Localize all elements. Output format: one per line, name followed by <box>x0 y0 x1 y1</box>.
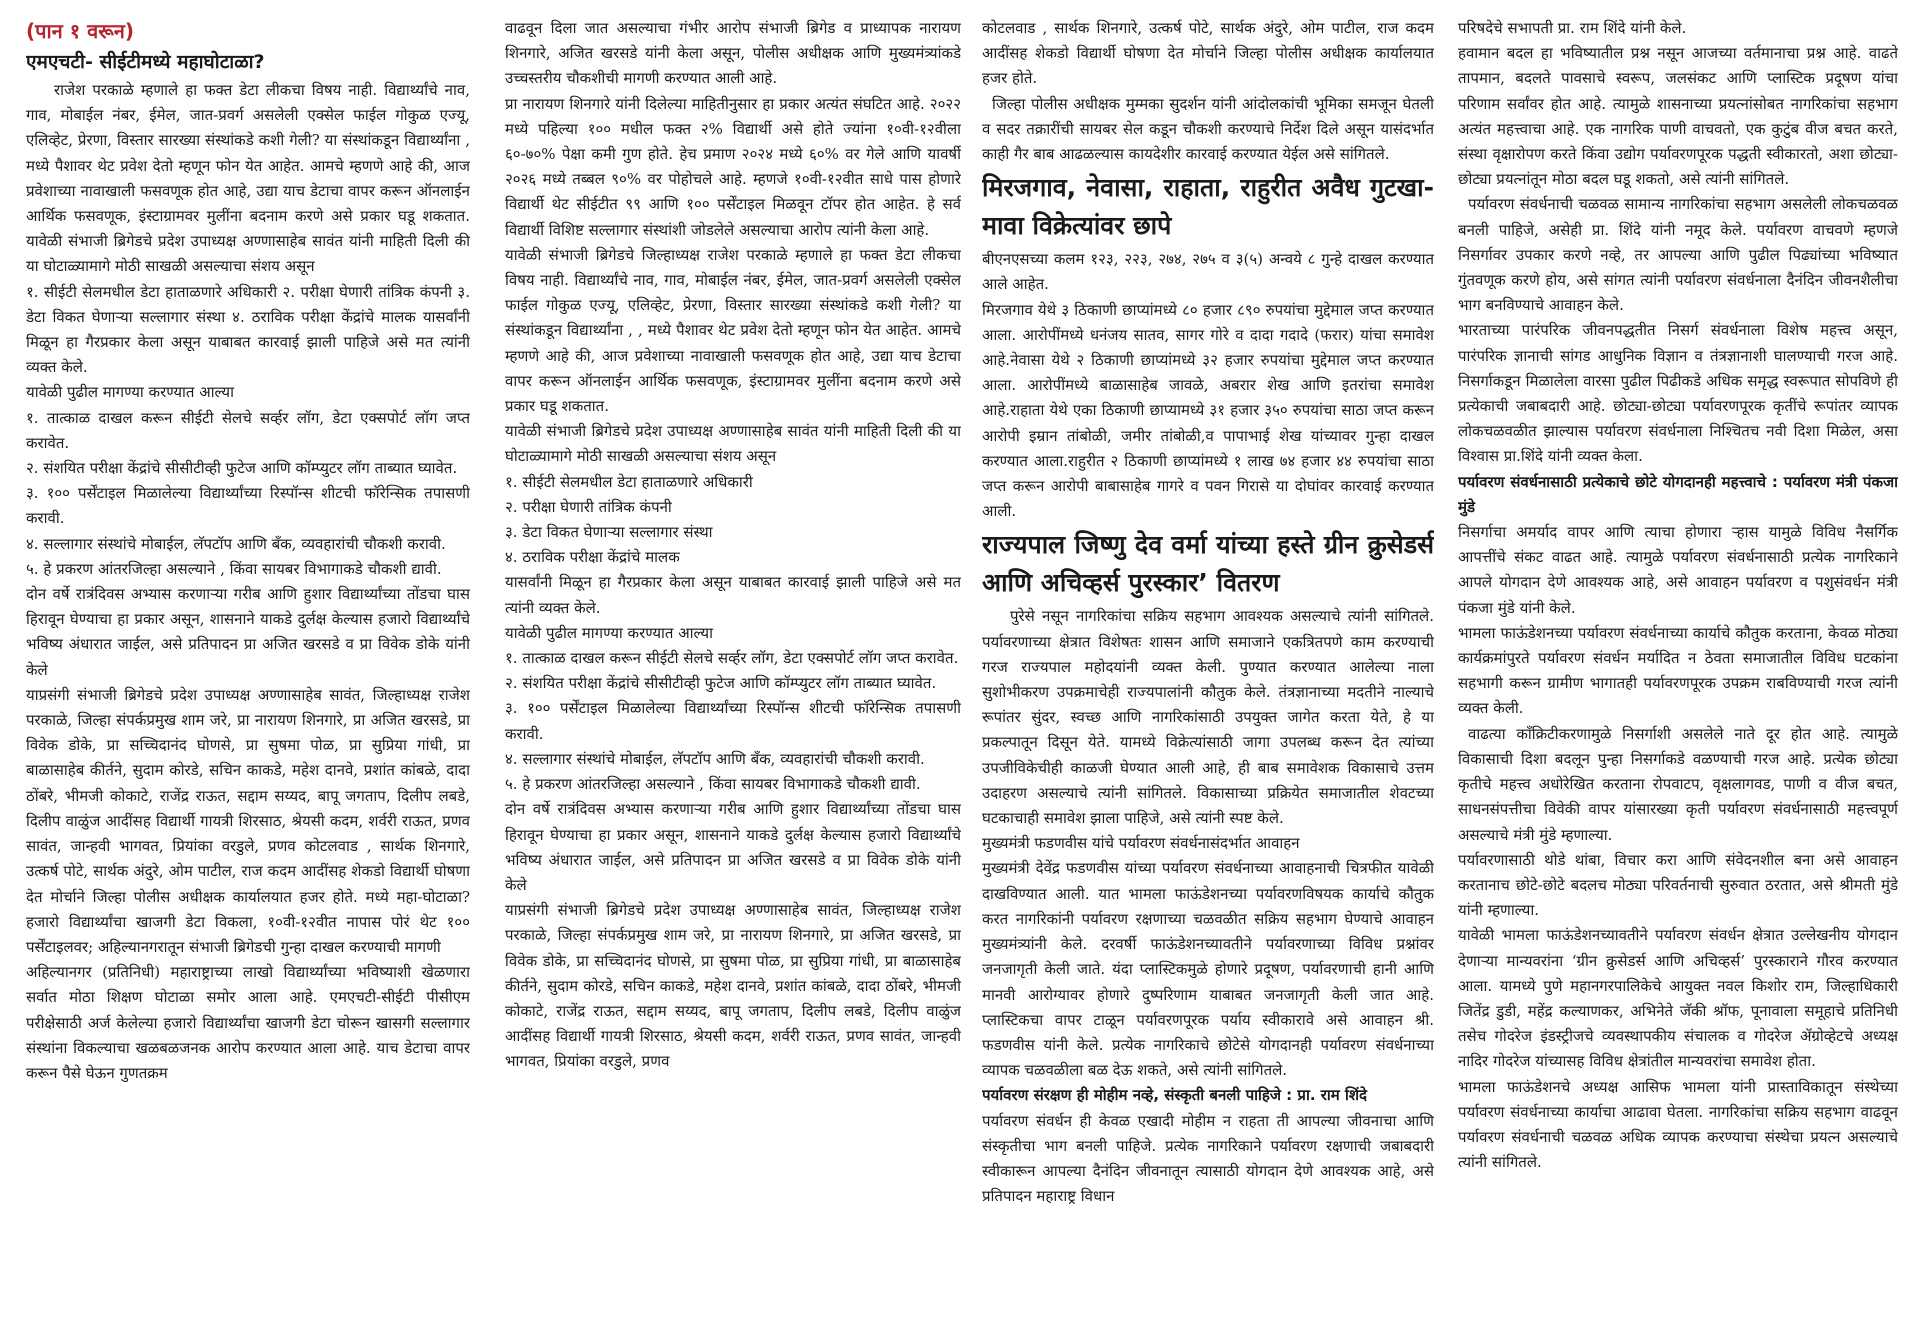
paragraph: ३. १०० पर्सेंटाइल मिळालेल्या विद्यार्थ्यांच्या रिस्पॉन्स शीटची फॉरेन्सिक तपासणी करावी. <box>505 699 961 743</box>
paragraph: पर्यावरणासाठी थोडे थांबा, विचार करा आणि संवेदनशील बना असे आवाहन करतानाच छोटे-छोटे बदलच मोठ्या परिवर्तनाची सुरुवात ठरतात, असे श्रीमती मुंडे यांनी म्हणाल्या. <box>1458 850 1898 920</box>
paragraph: १. तात्काळ दाखल करून सीईटी सेलचे सर्व्हर लॉग, डेटा एक्सपोर्ट लॉग जप्त करावेत. <box>505 649 959 668</box>
paragraph: यावेळी संभाजी ब्रिगेडचे जिल्हाध्यक्ष राजेश परकाळे म्हणाले हा फक्त डेटा लीकचा विषय नाही. विद्यार्थ्यांचे नाव, गाव, मोबाईल नंबर, ईमेल, जात-प्रवर्ग असलेली एक्सेल फाईल गोकुळ एज्यू, एलिव्हेट, प्रेरणा, विस्तार सारख्या संस्थांकडे कशी गेली? या संस्थांकडून विद्यार्थ्यांना , , मध्ये पैशावर थेट प्रवेश देतो म्हणून फोन येत आहेत. आमचे म्हणणे आहे की, आज प्रवेशाच्या नावाखाली फसवणूक होत आहे, उद्या याच डेटाचा वापर करून ऑनलाईन आर्थिक फसवणूक, इंस्टाग्रामवर मुलींना बदनाम करणे असे प्रकार घडू शकतात. <box>505 245 961 416</box>
paragraph: ५. हे प्रकरण आंतरजिल्हा असल्याने , किंवा सायबर विभागाकडे चौकशी द्यावी. <box>26 559 442 578</box>
paragraph: याप्रसंगी संभाजी ब्रिगेडचे प्रदेश उपाध्यक्ष अण्णासाहेब सावंत, जिल्हाध्यक्ष राजेश परकाळे, जिल्हा संपर्कप्रमुख शाम जरे, प्रा नारायण शिनगारे, प्रा अजित खरसडे, प्रा विवेक डोके, प्रा सच्चिदानंद घोणसे, प्रा सुषमा पोळ, प्रा सुप्रिया गांधी, प्रा बाळासाहेब कीर्तने, सुदाम कोरडे, सचिन काकडे, महेश दानवे, प्रशांत कांबळे, दादा ठोंबरे, भीमजी कोकाटे, राजेंद्र राऊत, सद्दाम सय्यद, बापू जगताप, दिलीप लबडे, दिलीप वाळुंज आदींसह विद्यार्थी गायत्री शिरसाठ, श्रेयसी कदम, शर्वरी राऊत, प्रणव सावंत, जान्हवी भागवत, प्रियांका वरडुले, प्रणव <box>505 901 961 1071</box>
paragraph: १. सीईटी सेलमधील डेटा हाताळणारे अधिकारी <box>505 472 753 491</box>
paragraph: २. परीक्षा घेणारी तांत्रिक कंपनी <box>505 497 672 516</box>
paragraph: पर्यावरण संवर्धन ही केवळ एखादी मोहीम न राहता ती आपल्या जीवनाचा आणि संस्कृतीचा भाग बनली पाहिजे. प्रत्येक नागरिकाने पर्यावरण रक्षणाची जबाबदारी स्वीकारून आपल्या दैनंदिन जीवनातून त्यासाठी योगदान देणे आवश्यक आहे, असे प्रतिपादन महाराष्ट्र विधान <box>982 1111 1434 1206</box>
paragraph: भामला फाऊंडेशनचे अध्यक्ष आसिफ भामला यांनी प्रास्ताविकातून संस्थेच्या पर्यावरण संवर्धनाच्या कार्याचा आढावा घेतला. नागरिकांचा सक्रिय सहभाग वाढवून पर्यावरण संवर्धनाची चळवळ अधिक व्यापक करण्याचा संस्थेचा प्रयत्न असल्याचे त्यांनी सांगितले. <box>1458 1077 1898 1172</box>
paragraph: निसर्गाचा अमर्याद वापर आणि त्याचा होणारा ऱ्हास यामुळे विविध नैसर्गिक आपत्तींचे संकट वाढत आहे. त्यामुळे पर्यावरण संवर्धनासाठी प्रत्येक नागरिकाने आपले योगदान देणे आवश्यक आहे, असे आवाहन पर्यावरण व पशुसंवर्धन मंत्री पंकजा मुंडे यांनी केले. <box>1458 523 1898 617</box>
paragraph: पुरेसे नसून नागरिकांचा सक्रिय सहभाग आवश्यक असल्याचे त्यांनी सांगितले. पर्यावरणाच्या क्षेत्रात विशेषतः शासन आणि समाजाने एकत्रितपणे काम करण्याची गरज राज्यपाल महोदयांनी व्यक्त केली. पुण्यात करण्यात आलेल्या नाला सुशोभीकरण उपक्रमाचेही राज्यपालांनी कौतुक केले. तंत्रज्ञानाच्या मदतीने नाल्याचे रूपांतर सुंदर, स्वच्छ आणि नागरिकांसाठी उपयुक्त जागेत करता येते, हे या प्रकल्पातून दिसून येते. यामध्ये विक्रेत्यांसाठी जागा उपलब्ध करून देत त्यांच्या उपजीविकेचीही काळजी घेण्यात आली आहे, ही बाब समावेशक विकासाचे उत्तम उदाहरण असल्याचे त्यांनी सांगितले. विकासाच्या प्रक्रियेत समाजातील शेवटच्या घटकाचाही समावेश झाला पाहिजे, असे त्यांनी स्पष्ट केले. <box>982 607 1434 828</box>
paragraph: ३. १०० पर्सेंटाइल मिळालेल्या विद्यार्थ्यांच्या रिस्पॉन्स शीटची फॉरेन्सिक तपासणी करावी. <box>26 484 470 528</box>
paragraph: यावेळी पुढील मागण्या करण्यात आल्या <box>26 383 234 402</box>
paragraph: २. संशयित परीक्षा केंद्रांचे सीसीटीव्ही फुटेज आणि कॉम्प्युटर लॉग ताब्यात घ्यावेत. <box>26 459 458 478</box>
paragraph: यासर्वांनी मिळून हा गैरप्रकार केला असून याबाबत कारवाई झाली पाहिजे असे मत त्यांनी व्यक्त केले. <box>505 573 961 617</box>
column-3 <box>982 16 1434 1337</box>
paragraph: हवामान बदल हा भविष्यातील प्रश्न नसून आजच्या वर्तमानाचा प्रश्न आहे. वाढते तापमान, बदलते पावसाचे स्वरूप, जलसंकट आणि प्लास्टिक प्रदूषण यांचा परिणाम सर्वांवर होत आहे. त्यामुळे शासनाच्या प्रयत्नांसोबत नागरिकांचा सहभाग अत्यंत महत्त्वाचा आहे. एक नागरिक पाणी वाचवतो, एक कुटुंब वीज बचत करते, संस्था वृक्षारोपण करते किंवा उद्योग पर्यावरणपूरक पद्धती स्वीकारतो, अशा छोट्या-छोट्या प्रयत्नांतून मोठा बदल घडू शकतो, असे त्यांनी सांगितले. <box>1458 44 1898 189</box>
column-2 <box>505 16 961 1337</box>
column-4 <box>1458 16 1898 1337</box>
headline-green-crusaders-award: राज्यपाल जिष्णु देव वर्मा यांच्या हस्ते ग्रीन क्रुसेडर्स आणि अचिव्हर्स पुरस्कार’ वितरण <box>982 530 1434 598</box>
paragraph: भारताच्या पारंपरिक जीवनपद्धतीत निसर्ग संवर्धनाला विशेष महत्त्व असून, पारंपरिक ज्ञानाची सांगड आधुनिक विज्ञान व तंत्रज्ञानाशी घालण्याची गरज आहे. निसर्गाकडून मिळालेला वारसा पुढील पिढीकडे अधिक समृद्ध स्वरूपात सोपविणे ही प्रत्येकाची जबाबदारी आहे. छोट्या-छोट्या पर्यावरणपूरक कृतींचे रूपांतर व्यापक लोकचळवळीत झाल्यास पर्यावरण संवर्धनाला निश्चितच नवी दिशा मिळेल, असा विश्वास प्रा.शिंदे यांनी व्यक्त केला. <box>1458 321 1898 466</box>
paragraph: मिरजगाव येथे ३ ठिकाणी छाप्यांमध्ये ८० हजार ८९० रुपयांचा मुद्देमाल जप्त करण्यात आला. आरोपींमध्ये धनंजय सातव, सागर गोरे व दादा गदादे (फरार) यांचा समावेश आहे.नेवासा येथे २ ठिकाणी छाप्यांमध्ये ३२ हजार रुपयांचा मुद्देमाल जप्त करण्यात आला. आरोपींमध्ये बाळासाहेब जावळे, अबरार शेख आणि इतरांचा समावेश आहे.राहाता येथे एका ठिकाणी छाप्यामध्ये ३१ हजार ३५० रुपयांचा साठा जप्त करून आरोपी इम्रान तांबोळी, जमीर तांबोळी,व पापाभाई शेख यांच्यावर गुन्हा दाखल करण्यात आला.राहुरीत २ ठिकाणी छाप्यांमध्ये १ लाख ७४ हजार ४४ रुपयांचा साठा जप्त करून आरोपी बाबासाहेब गागरे व पवन गिरासे या दोघांवर कारवाई करण्यात आली. <box>982 300 1434 521</box>
paragraph: दोन वर्षे रात्रंदिवस अभ्यास करणाऱ्या गरीब आणि हुशार विद्यार्थ्यांच्या तोंडचा घास हिरावून घेण्याचा हा प्रकार असून, शासनाने याकडे दुर्लक्ष केल्यास हजारो विद्यार्थ्यांचे भविष्य अंधारात जाईल, असे प्रतिपादन प्रा अजित खरसडे व प्रा विवेक डोके यांनी केले <box>26 585 470 679</box>
paragraph: वाढत्या काँक्रिटीकरणामुळे निसर्गाशी असलेले नाते दूर होत आहे. त्यामुळे विकासाची दिशा बदलून पुन्हा निसर्गाकडे वळण्याची गरज आहे. प्रत्येक छोट्या कृतीचे महत्त्व अधोरेखित करताना रोपवाटप, वृक्षलागवड, पाणी व वीज बचत, साधनसंपत्तीचा विवेकी वापर यांसारख्या कृती पर्यावरण संवर्धनासाठी महत्त्वपूर्ण असल्याचे मंत्री मुंडे म्हणाल्या. <box>1458 724 1898 844</box>
subheading-pankaja-munde: पर्यावरण संवर्धनासाठी प्रत्येकाचे छोटे योगदानही महत्त्वाचे : पर्यावरण मंत्री पंकजा मुंडे <box>1458 472 1898 516</box>
paragraph: अहिल्यानगर (प्रतिनिधी) महाराष्ट्राच्या लाखो विद्यार्थ्यांच्या भविष्याशी खेळणारा सर्वात मोठा शिक्षण घोटाळा समोर आला आहे. एमएचटी-सीईटी पीसीएम परीक्षेसाठी अर्ज केलेल्या हजारो विद्यार्थ्यांचा खाजगी डेटा चोरून खासगी सल्लागार संस्थांना विकल्याचा खळबळजनक आरोप करण्यात आला आहे. याच डेटाचा वापर करून पैसे घेऊन गुणतक्रम <box>26 963 470 1082</box>
paragraph: बीएनएसच्या कलम १२३, २२३, २७४, २७५ व ३(५) अन्वये ८ गुन्हे दाखल करण्यात आले आहेत. <box>982 250 1434 294</box>
paragraph: जिल्हा पोलीस अधीक्षक मुम्मका सुदर्शन यांनी आंदोलकांची भूमिका समजून घेतली व सदर तक्रारींची सायबर सेल कडून चौकशी करण्याचे निर्देश दिले असून यासंदर्भात काही गैर बाब आढळल्यास कायदेशीर कारवाई करण्यात येईल असे सांगितले. <box>982 94 1434 164</box>
subheading-ram-shinde: पर्यावरण संरक्षण ही मोहीम नव्हे, संस्कृती बनली पाहिजे : प्रा. राम शिंदे <box>982 1086 1368 1105</box>
paragraph: परिषदेचे सभापती प्रा. राम शिंदे यांनी केले. <box>1458 19 1687 37</box>
paragraph: १. सीईटी सेलमधील डेटा हाताळणारे अधिकारी २. परीक्षा घेणारी तांत्रिक कंपनी ३. डेटा विकत घेणाऱ्या सल्लागार संस्था ४. ठराविक परीक्षा केंद्रांचे मालक यासर्वांनी मिळून हा गैरप्रकार केला असून याबाबत कारवाई झाली पाहिजे असे मत त्यांनी व्यक्त केले. <box>26 282 470 377</box>
paragraph: ५. हे प्रकरण आंतरजिल्हा असल्याने , किंवा सायबर विभागाकडे चौकशी द्यावी. <box>505 775 921 794</box>
column-1 <box>26 16 470 1337</box>
paragraph: मुख्यमंत्री देवेंद्र फडणवीस यांच्या पर्यावरण संवर्धनाच्या आवाहनाची चित्रफीत यावेळी दाखविण्यात आली. यात भामला फाऊंडेशनच्या पर्यावरणविषयक कार्याचे कौतुक करत नागरिकांनी पर्यावरण रक्षणाच्या चळवळीत सक्रिय सहभाग घेण्याचे आवाहन मुख्यमंत्र्यांनी केले. दरवर्षी फाऊंडेशनच्यावतीने पर्यावरणाच्या विविध प्रश्नांवर जनजागृती केली जाते. यंदा प्लास्टिकमुळे होणारे प्रदूषण, पर्यावरणाची हानी आणि मानवी आरोग्यावर होणारे दुष्परिणाम याबाबत जनजागृती केली जात आहे. प्लास्टिकचा वापर टाळून पर्यावरणपूरक पर्याय स्वीकारावे असे आवाहन श्री. फडणवीस यांनी केले. प्रत्येक नागरिकाचे छोटेसे योगदानही पर्यावरण संवर्धनाच्या व्यापक चळवळीला बळ देऊ शकते, असे त्यांनी सांगितले. <box>982 859 1434 1080</box>
paragraph: यावेळी संभाजी ब्रिगेडचे प्रदेश उपाध्यक्ष अण्णासाहेब सावंत यांनी माहिती दिली की या घोटाळ्यामागे मोठी साखळी असल्याचा संशय असून <box>505 422 961 466</box>
paragraph: यावेळी पुढील मागण्या करण्यात आल्या <box>505 623 713 642</box>
paragraph: १. तात्काळ दाखल करून सीईटी सेलचे सर्व्हर लॉग, डेटा एक्सपोर्ट लॉग जप्त करावेत. <box>26 408 470 452</box>
headline-gutkha-raids: मिरजगाव, नेवासा, राहाता, राहुरीत अवैध गुटखा-मावा विक्रेत्यांवर छापे <box>982 173 1434 241</box>
paragraph: कोटलवाड , सार्थक शिनगारे, उत्कर्ष पोटे, सार्थक अंदुरे, ओम पाटील, राज कदम आदींसह शेकडो विद्यार्थी घोषणा देत मोर्चाने जिल्हा पोलीस अधीक्षक कार्यालयात हजर होते. <box>982 19 1434 88</box>
paragraph: यावेळी भामला फाऊंडेशनच्यावतीने पर्यावरण संवर्धन क्षेत्रात उल्लेखनीय योगदान देणाऱ्या मान्यवरांना ‘ग्रीन क्रुसेडर्स आणि अचिव्हर्स’ पुरस्काराने गौरव करण्यात आला. यामध्ये पुणे महानगरपालिकेचे आयुक्त नवल किशोर राम, जिल्हाधिकारी जितेंद्र डुडी, महेंद्र कल्याणकर, अभिनेते जॅकी श्रॉफ, पूनावाला समूहाचे प्रतिनिधी तसेच गोदरेज इंडस्ट्रीजचे व्यवस्थापकीय संचालक व गोदरेज ॲग्रोव्हेटचे अध्यक्ष नादिर गोदरेज यांच्यासह विविध क्षेत्रांतील मान्यवरांचा समावेश होता. <box>1458 926 1898 1071</box>
paragraph: ४. सल्लागार संस्थांचे मोबाईल, लॅपटॉप आणि बँक, व्यवहारांची चौकशी करावी. <box>26 534 446 553</box>
paragraph: पर्यावरण संवर्धनाची चळवळ सामान्य नागरिकांचा सहभाग असलेली लोकचळवळ बनली पाहिजे, असेही प्रा. शिंदे यांनी नमूद केले. पर्यावरण वाचवणे म्हणजे निसर्गावर उपकार करणे नव्हे, तर आपल्या आणि पुढील पिढ्यांच्या भविष्यात गुंतवणूक करणे होय, असे सांगत त्यांनी पर्यावरण संवर्धनाला दैनंदिन जीवनशैलीचा भाग बनविण्याचे आवाहन केले. <box>1458 195 1898 315</box>
paragraph: ४. ठराविक परीक्षा केंद्रांचे मालक <box>505 548 680 567</box>
paragraph: ३. डेटा विकत घेणाऱ्या सल्लागार संस्था <box>505 523 713 542</box>
paragraph: प्रा नारायण शिनगारे यांनी दिलेल्या माहितीनुसार हा प्रकार अत्यंत संघटित आहे. २०२२ मध्ये पहिल्या १०० मधील फक्त २% विद्यार्थी असे होते ज्यांना १०वी-१२वीला ६०-७०% पेक्षा कमी गुण होते. हेच प्रमाण २०२४ मध्ये ६०% वर गेले आणि यावर्षी २०२६ मध्ये तब्बल ९०% वर पोहोचले आहे. म्हणजे १०वी-१२वीत साधे पास होणारे विद्यार्थी थेट सीईटीत ९९ आणि १०० पर्सेंटाइल मिळवून टॉपर होत आहेत. हे सर्व विद्यार्थी विशिष्ट सल्लागार संस्थांशी जोडलेले असल्याचा आरोप त्यांनी केला आहे. <box>505 94 961 239</box>
page-continuation-kicker: (पान १ वरून) <box>26 19 135 43</box>
paragraph: ४. सल्लागार संस्थांचे मोबाईल, लॅपटॉप आणि बँक, व्यवहारांची चौकशी करावी. <box>505 749 925 768</box>
paragraph: मुख्यमंत्री फडणवीस यांचे पर्यावरण संवर्धनासंदर्भात आवाहन <box>982 834 1300 853</box>
paragraph: दोन वर्षे रात्रंदिवस अभ्यास करणाऱ्या गरीब आणि हुशार विद्यार्थ्यांच्या तोंडचा घास हिरावून घेण्याचा हा प्रकार असून, शासनाने याकडे दुर्लक्ष केल्यास हजारो विद्यार्थ्यांचे भविष्य अंधारात जाईल, असे प्रतिपादन प्रा अजित खरसडे व प्रा विवेक डोके यांनी केले <box>505 800 961 894</box>
paragraph: भामला फाऊंडेशनच्या पर्यावरण संवर्धनाच्या कार्याचे कौतुक करताना, केवळ मोठ्या कार्यक्रमांपुरते पर्यावरण संवर्धन मर्यादित न ठेवता समाजातील विविध घटकांना सहभागी करून ग्रामीण भागातही पर्यावरणपूरक उपक्रम राबविण्याची गरज त्यांनी व्यक्त केली. <box>1458 623 1898 718</box>
paragraph: याप्रसंगी संभाजी ब्रिगेडचे प्रदेश उपाध्यक्ष अण्णासाहेब सावंत, जिल्हाध्यक्ष राजेश परकाळे, जिल्हा संपर्कप्रमुख शाम जरे, प्रा नारायण शिनगारे, प्रा अजित खरसडे, प्रा विवेक डोके, प्रा सच्चिदानंद घोणसे, प्रा सुषमा पोळ, प्रा सुप्रिया गांधी, प्रा बाळासाहेब कीर्तने, सुदाम कोरडे, सचिन काकडे, महेश दानवे, प्रशांत कांबळे, दादा ठोंबरे, भीमजी कोकाटे, राजेंद्र राऊत, सद्दाम सय्यद, बापू जगताप, दिलीप लबडे, दिलीप वाळुंज आदींसह विद्यार्थी गायत्री शिरसाठ, श्रेयसी कदम, शर्वरी राऊत, प्रणव सावंत, जान्हवी भागवत, प्रियांका वरडुले, प्रणव कोटलवाड , सार्थक शिनगारे, उत्कर्ष पोटे, सार्थक अंदुरे, ओम पाटील, राज कदम आदींसह शेकडो विद्यार्थी घोषणा देत मोर्चाने जिल्हा पोलीस अधीक्षक कार्यालयात हजर होते. मध्ये महा-घोटाळा? हजारो विद्यार्थ्यांचा खाजगी डेटा विकला, १०वी-१२वीत नापास पोरं थेट १०० पर्सेंटाइलवर; अहिल्यानगरातून संभाजी ब्रिगेडची गुन्हा दाखल करण्याची मागणी <box>26 685 470 956</box>
paragraph: २. संशयित परीक्षा केंद्रांचे सीसीटीव्ही फुटेज आणि कॉम्प्युटर लॉग ताब्यात घ्यावेत. <box>505 674 937 693</box>
paragraph: राजेश परकाळे म्हणाले हा फक्त डेटा लीकचा विषय नाही. विद्यार्थ्यांचे नाव, गाव, मोबाईल नंबर, ईमेल, जात-प्रवर्ग असलेली एक्सेल फाईल गोकुळ एज्यू, एलिव्हेट, प्रेरणा, विस्तार सारख्या संस्थांकडे कशी गेली? या संस्थांकडून विद्यार्थ्यांना , मध्ये पैशावर थेट प्रवेश देतो म्हणून फोन येत आहेत. आमचे म्हणणे आहे की, आज प्रवेशाच्या नावाखाली फसवणूक होत आहे, उद्या याच डेटाचा वापर करून ऑनलाईन आर्थिक फसवणूक, इंस्टाग्रामवर मुलींना बदनाम करणे असे प्रकार घडू शकतात. यावेळी संभाजी ब्रिगेडचे प्रदेश उपाध्यक्ष अण्णासाहेब सावंत यांनी माहिती दिली की या घोटाळ्यामागे मोठी साखळी असल्याचा संशय असून <box>26 81 470 276</box>
headline-cet-scam: एमएचटी- सीईटीमध्ये महाघोटाळा? <box>26 51 265 73</box>
paragraph: वाढवून दिला जात असल्याचा गंभीर आरोप संभाजी ब्रिगेड व प्राध्यापक नारायण शिनगारे, अजित खरसडे यांनी केला असून, पोलीस अधीक्षक आणि मुख्यमंत्र्यांकडे उच्चस्तरीय चौकशीची मागणी करण्यात आली आहे. <box>505 19 961 88</box>
